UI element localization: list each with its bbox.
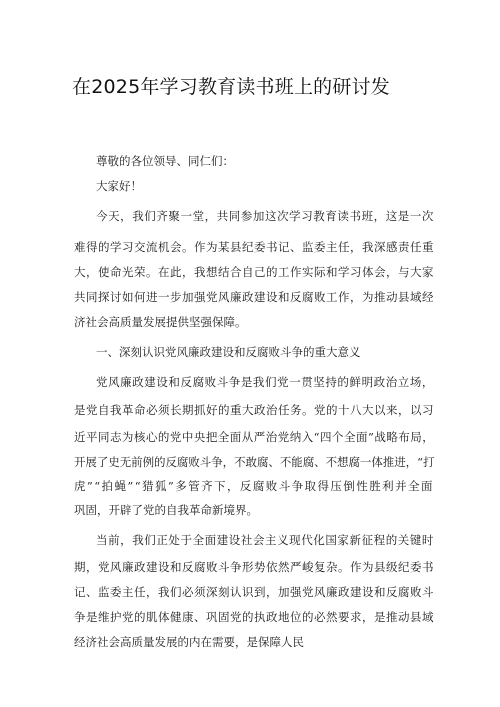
body-line: 虎”“拍蝇”“猎狐”多管齐下，反腐败斗争取得压倒性胜利并全面 — [74, 479, 434, 493]
body-line: 难得的学习交流机会。作为某县纪委书记、监委主任，我深感责任重 — [74, 240, 434, 254]
document-title: 在2025年学习教育读书班上的研讨发 — [72, 76, 390, 98]
body-line: 今天，我们齐聚一堂，共同参加这次学习教育读书班，这是一次 — [96, 209, 434, 223]
body-line: 近平同志为核心的党中央把全面从严治党纳入“四个全面”战略布局， — [74, 430, 435, 444]
body-line: 济社会高质量发展提供坚强保障。 — [74, 315, 247, 329]
section-heading: 一、深刻认识党风廉政建设和反腐败斗争的重大意义 — [96, 345, 361, 359]
body-line: 党风廉政建设和反腐败斗争是我们党一贯坚持的鲜明政治立场， — [96, 375, 434, 389]
body-line: 尊敬的各位领导、同仁们： — [96, 154, 234, 168]
body-line: 共同探讨如何进一步加强党风廉政建设和反腐败工作，为推动县域经 — [74, 290, 434, 304]
body-line: 巩固，开辟了党的自我革命新境界。 — [74, 503, 258, 517]
body-line: 大家好！ — [96, 179, 142, 193]
body-line: 开展了史无前例的反腐败斗争，不敢腐、不能腐、不想腐一体推进，“打 — [74, 455, 435, 469]
body-line: 争是维护党的肌体健康、巩固党的执政地位的必然要求，是推动县域 — [74, 610, 434, 624]
body-line: 记、监委主任，我们必须深刻认识到，加强党风廉政建设和反腐败斗 — [74, 585, 434, 599]
body-line: 是党自我革命必须长期抓好的重大政治任务。党的十八大以来，以习 — [74, 403, 434, 417]
body-line: 期，党风廉政建设和反腐败斗争形势依然严峻复杂。作为县级纪委书 — [74, 560, 434, 574]
body-line: 当前，我们正处于全面建设社会主义现代化国家新征程的关键时 — [96, 533, 434, 547]
body-line: 大，使命光荣。在此，我想结合自己的工作实际和学习体会，与大家 — [74, 265, 434, 279]
body-line: 经济社会高质量发展的内在需要，是保障人民 — [74, 635, 304, 649]
